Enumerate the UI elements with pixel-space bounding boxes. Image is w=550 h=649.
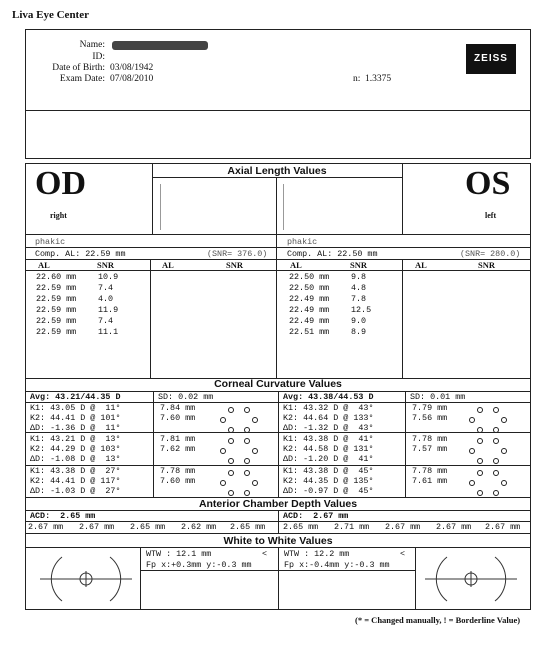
od-delta-k: ΔD: -1.03 D @ 27° [30, 486, 121, 496]
od-acd: ACD: 2.65 mm [30, 511, 96, 521]
od-keratometer-spot-icon [228, 470, 234, 476]
od-corneal-sd: SD: 0.02 mm [158, 392, 214, 402]
n-value: 1.3375 [365, 74, 392, 84]
od-ascan-graph [160, 184, 271, 230]
od-al-value: 22.59 mm [36, 305, 77, 315]
os-snr-header: SNR [350, 260, 368, 270]
od-r1: 7.81 mm [160, 434, 196, 444]
os-corneal-avg: Avg: 43.38/44.53 D [283, 392, 374, 402]
os-snr-value: 7.8 [351, 294, 367, 304]
id-label: ID: [92, 52, 105, 62]
od-keratometer-spot-icon [220, 448, 226, 454]
os-keratometer-spot-icon [493, 490, 499, 496]
os-keratometer-spot-icon [477, 490, 483, 496]
os-al-value: 22.49 mm [289, 305, 330, 315]
os-keratometer-spot-icon [501, 448, 507, 454]
os-keratometer-spot-icon [493, 407, 499, 413]
corneal-title: Corneal Curvature Values [214, 378, 342, 390]
footnote: (* = Changed manually, ! = Borderline Value) [355, 615, 521, 625]
os-k2: K2: 44.58 D @ 131° [283, 444, 374, 454]
os-al-value: 22.49 mm [289, 294, 330, 304]
od-acd-value: 2.65 mm [230, 522, 266, 532]
od-wtw-eye-diagram [40, 553, 132, 605]
os-snr-value: 12.5 [351, 305, 372, 315]
os-lens-status: phakic [287, 237, 318, 247]
os-acd-value: 2.67 mm [436, 522, 472, 532]
od-keratometer-spot-icon [244, 427, 250, 433]
od-delta-k: ΔD: -1.08 D @ 13° [30, 454, 121, 464]
n-label: n: [353, 74, 361, 84]
os-snr-value: 9.0 [351, 316, 367, 326]
od-wtw-marker: < [262, 549, 268, 559]
os-wtw-eye-diagram [425, 553, 517, 605]
od-snr-total: (SNR= 376.0) [207, 249, 268, 259]
od-keratometer-spot-icon [244, 438, 250, 444]
os-keratometer-spot-icon [477, 407, 483, 413]
od-keratometer-spot-icon [244, 458, 250, 464]
od-al-value: 22.59 mm [36, 327, 77, 337]
od-al-header: AL [38, 260, 50, 270]
os-keratometer-spot-icon [501, 417, 507, 423]
od-keratometer-spot-icon [228, 438, 234, 444]
od-wtw: WTW : 12.1 mm [146, 549, 212, 559]
os-r2: 7.57 mm [412, 444, 448, 454]
os-delta-k: ΔD: -1.32 D @ 43° [283, 423, 374, 433]
os-al-value: 22.50 mm [289, 283, 330, 293]
os-keratometer-spot-icon [469, 448, 475, 454]
acd-title: Anterior Chamber Depth Values [198, 498, 358, 510]
os-keratometer-spot-icon [493, 470, 499, 476]
od-side: right [50, 211, 67, 220]
od-r1: 7.84 mm [160, 403, 196, 413]
od-k1: K1: 43.05 D @ 11° [30, 403, 121, 413]
os-keratometer-spot-icon [469, 417, 475, 423]
os-k1: K1: 43.38 D @ 41° [283, 434, 374, 444]
os-wtw: WTW : 12.2 mm [284, 549, 350, 559]
os-keratometer-spot-icon [493, 427, 499, 433]
od-k1: K1: 43.38 D @ 27° [30, 466, 121, 476]
os-acd-value: 2.67 mm [485, 522, 521, 532]
os-label: OS [465, 165, 511, 202]
os-r2: 7.61 mm [412, 476, 448, 486]
od-keratometer-spot-icon [228, 490, 234, 496]
os-r2: 7.56 mm [412, 413, 448, 423]
os-acd-value: 2.71 mm [334, 522, 370, 532]
os-r1: 7.78 mm [412, 466, 448, 476]
dob-label: Date of Birth: [52, 63, 105, 73]
clinic-name: Liva Eye Center [12, 9, 89, 21]
od-acd-value: 2.67 mm [28, 522, 64, 532]
os-corneal-sd: SD: 0.01 mm [410, 392, 466, 402]
od-delta-k: ΔD: -1.36 D @ 11° [30, 423, 121, 433]
od-al-value: 22.60 mm [36, 272, 77, 282]
od-snr-value: 7.4 [98, 316, 114, 326]
od-acd-value: 2.62 mm [181, 522, 217, 532]
os-k2: K2: 44.64 D @ 133° [283, 413, 374, 423]
os-snr-value: 4.8 [351, 283, 367, 293]
os-delta-k: ΔD: -1.20 D @ 41° [283, 454, 374, 464]
od-snr-value: 4.0 [98, 294, 114, 304]
od-k2: K2: 44.41 D @ 117° [30, 476, 121, 486]
os-acd-value: 2.65 mm [283, 522, 319, 532]
os-al-header: AL [290, 260, 302, 270]
od-snr-value: 11.1 [98, 327, 119, 337]
od-al-value: 22.59 mm [36, 316, 77, 326]
od-r2: 7.60 mm [160, 413, 196, 423]
od-snr-header: SNR [97, 260, 115, 270]
od-keratometer-spot-icon [244, 490, 250, 496]
od-acd-value: 2.67 mm [79, 522, 115, 532]
zeiss-logo: ZEISS [466, 44, 516, 74]
od-keratometer-spot-icon [244, 470, 250, 476]
od-fp: Fp x:+0.3mm y:-0.3 mm [146, 560, 252, 570]
od-acd-value: 2.65 mm [130, 522, 166, 532]
od-keratometer-spot-icon [220, 417, 226, 423]
os-keratometer-spot-icon [477, 458, 483, 464]
os-keratometer-spot-icon [493, 438, 499, 444]
os-snr2-header: SNR [478, 260, 496, 270]
os-k2: K2: 44.35 D @ 135° [283, 476, 374, 486]
os-comp-al: Comp. AL: 22.50 mm [287, 249, 378, 259]
os-ascan-graph [283, 184, 394, 230]
od-snr2-header: SNR [226, 260, 244, 270]
od-keratometer-spot-icon [228, 458, 234, 464]
od-keratometer-spot-icon [220, 480, 226, 486]
os-acd-value: 2.67 mm [385, 522, 421, 532]
os-al-value: 22.49 mm [289, 316, 330, 326]
os-snr-value: 8.9 [351, 327, 367, 337]
od-snr-value: 7.4 [98, 283, 114, 293]
os-snr-value: 9.8 [351, 272, 367, 282]
od-keratometer-spot-icon [228, 407, 234, 413]
wtw-title: White to White Values [223, 535, 333, 547]
od-r1: 7.78 mm [160, 466, 196, 476]
os-keratometer-spot-icon [477, 427, 483, 433]
od-al-value: 22.59 mm [36, 283, 77, 293]
os-fp: Fp x:-0.4mm y:-0.3 mm [284, 560, 390, 570]
os-delta-k: ΔD: -0.97 D @ 45° [283, 486, 374, 496]
redacted-name [112, 41, 208, 50]
od-corneal-avg: Avg: 43.21/44.35 D [30, 392, 121, 402]
od-al-value: 22.59 mm [36, 294, 77, 304]
od-al2-header: AL [162, 260, 174, 270]
axial-title: Axial Length Values [227, 165, 327, 177]
od-r2: 7.62 mm [160, 444, 196, 454]
dob-value: 03/08/1942 [110, 63, 154, 73]
os-keratometer-spot-icon [469, 480, 475, 486]
od-keratometer-spot-icon [252, 448, 258, 454]
od-k1: K1: 43.21 D @ 13° [30, 434, 121, 444]
exam-date-value: 07/08/2010 [110, 74, 154, 84]
os-al2-header: AL [415, 260, 427, 270]
od-snr-value: 11.9 [98, 305, 119, 315]
od-label: OD [35, 165, 86, 202]
od-keratometer-spot-icon [252, 480, 258, 486]
os-keratometer-spot-icon [501, 480, 507, 486]
os-keratometer-spot-icon [477, 470, 483, 476]
os-r1: 7.78 mm [412, 434, 448, 444]
od-snr-value: 10.9 [98, 272, 119, 282]
od-r2: 7.60 mm [160, 476, 196, 486]
od-comp-al: Comp. AL: 22.59 mm [35, 249, 126, 259]
od-k2: K2: 44.29 D @ 103° [30, 444, 121, 454]
os-acd: ACD: 2.67 mm [283, 511, 349, 521]
os-k1: K1: 43.38 D @ 45° [283, 466, 374, 476]
exam-date-label: Exam Date: [59, 74, 105, 84]
os-r1: 7.79 mm [412, 403, 448, 413]
od-k2: K2: 44.41 D @ 101° [30, 413, 121, 423]
od-keratometer-spot-icon [228, 427, 234, 433]
os-keratometer-spot-icon [477, 438, 483, 444]
patient-divider [25, 110, 531, 111]
os-keratometer-spot-icon [493, 458, 499, 464]
od-keratometer-spot-icon [252, 417, 258, 423]
os-al-value: 22.50 mm [289, 272, 330, 282]
os-wtw-marker: < [400, 549, 406, 559]
name-label: Name: [79, 40, 105, 50]
os-side: left [485, 211, 497, 220]
os-snr-total: (SNR= 280.0) [460, 249, 521, 259]
od-keratometer-spot-icon [244, 407, 250, 413]
os-al-value: 22.51 mm [289, 327, 330, 337]
od-lens-status: phakic [35, 237, 66, 247]
os-k1: K1: 43.32 D @ 43° [283, 403, 374, 413]
